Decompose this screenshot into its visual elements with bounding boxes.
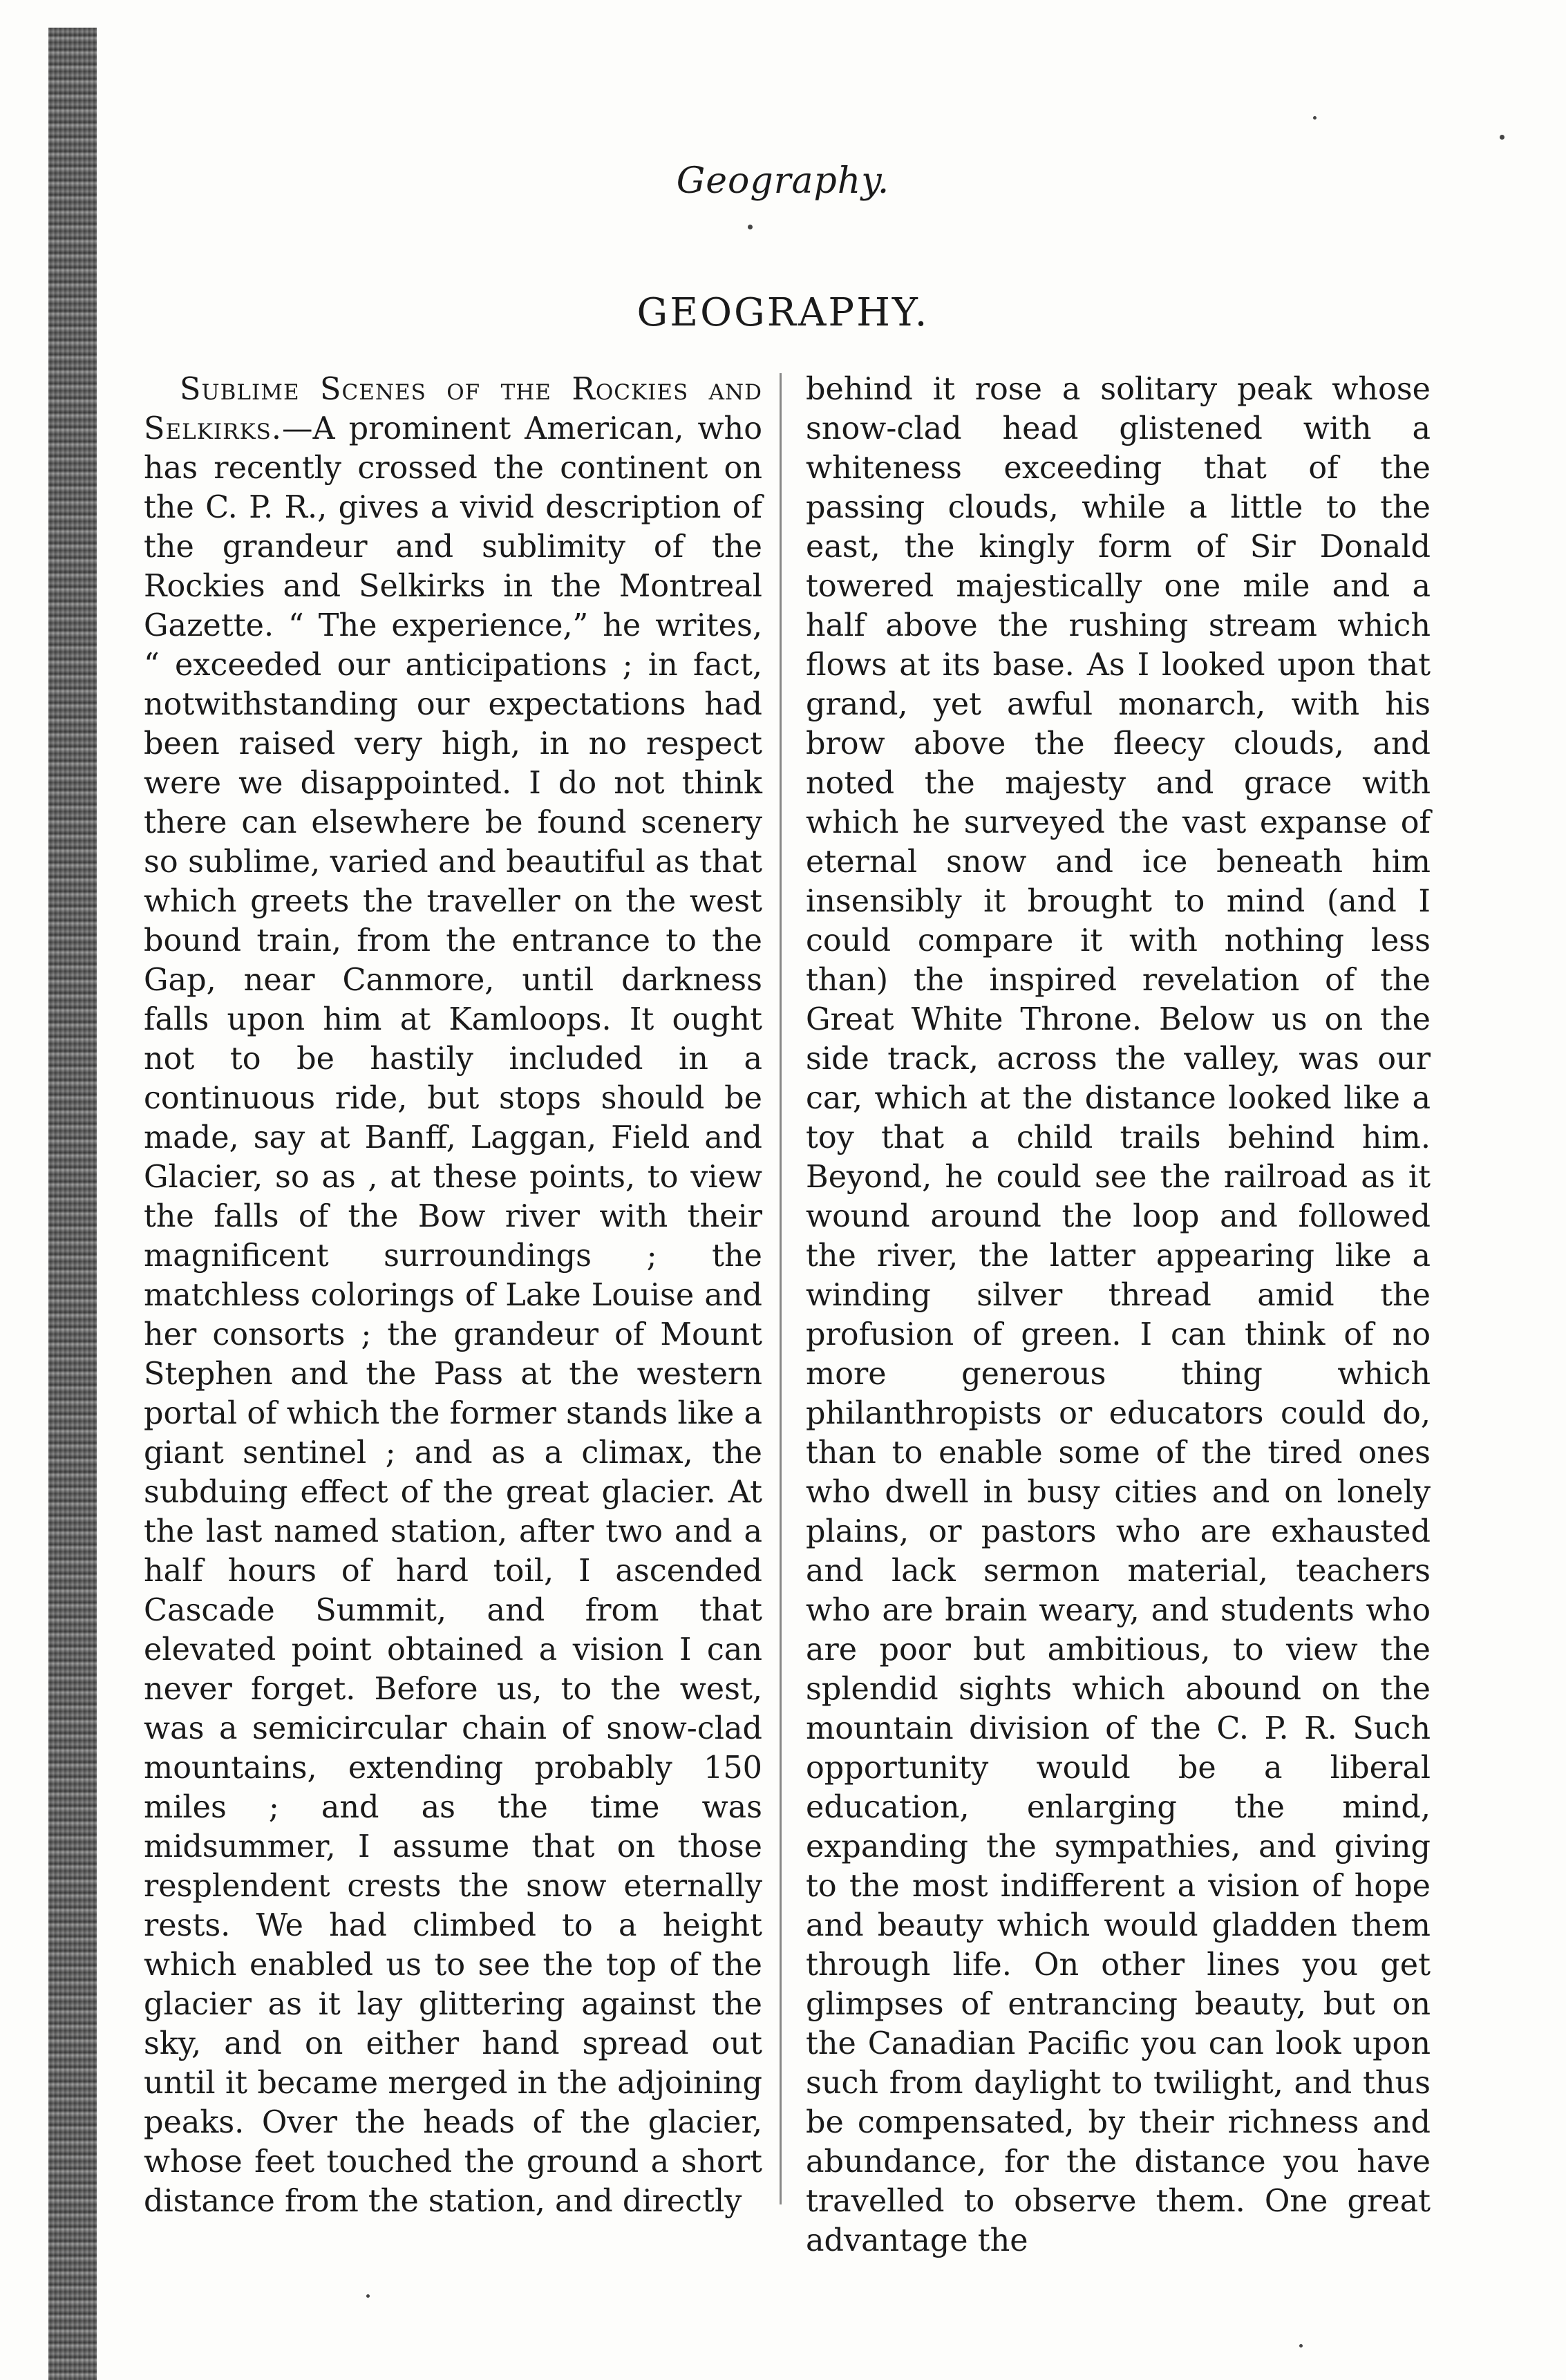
right-column [806, 370, 1431, 2260]
article-lead-in: Sublime Scenes of the Rockies and Selkirks. [144, 372, 762, 446]
scan-speck [366, 2294, 370, 2298]
left-column [144, 370, 762, 2221]
column-divider [780, 373, 782, 2204]
book-binding-edge [48, 28, 97, 2380]
scan-speck [748, 225, 753, 229]
left-column-text: —A prominent American, who has recently crossed the continent on the C. P. R., gives a vivid description of the grandeur and sublimity of the Rockies and Selkirks in the Montreal Gazette. “ The experience,” he writes, “ exceeded our anticipations ; in fact, notwithstanding our expectations had been raised very high, in no respect were we disappointed. I do not think there can elsewhere be found scenery so sublime, varied and beautiful as that which greets the traveller on the west bound train, from the entrance to the Gap, near Canmore, until darkness falls upon him at Kamloops. It ought not to be hastily included in a continuous ride, but stops should be made, say at Banff, Laggan, Field and Glacier, so as , at these points, to view the falls of the Bow river with their magnificent surroundings ; the matchless colorings of Lake Louise and her consorts ; the grandeur of Mount Stephen and the Pass at the western portal of which the former stands like a giant sentinel ; and as a climax, the subduing effect of the great glacier. At the last named station, after two and a half hours of hard toil, I ascended Cascade Summit, and from that elevated point obtained a vision I can never forget. Before us, to the west, was a semicircular chain of snow-clad mountains, extending probably 150 miles ; and as the time was midsummer, I assume that on those resplendent crests the snow eternally rests. We had climbed to a height which enabled us to see the top of the glacier as it lay glittering against the sky, and on either hand spread out until it became merged in the adjoining peaks. Over the heads of the glacier, whose feet touched the ground a short distance from the station, and directly [144, 411, 762, 2219]
scan-speck [1313, 116, 1317, 120]
section-title: GEOGRAPHY. [636, 290, 930, 335]
right-column-text: behind it rose a solitary peak whose snow-clad head glistened with a whiteness exceeding that of the passing clouds, while a little to the east, the kingly form of Sir Donald towered majestically one mile and a half above the rushing stream which flows at its base. As I looked upon that grand, yet awful monarch, with his brow above the fleecy clouds, and noted the majesty and grace with which he surveyed the vast expanse of eternal snow and ice beneath him insensibly it brought to mind (and I could compare it with nothing less than) the inspired revelation of the Great White Throne. Below us on the side track, across the valley, was our car, which at the distance looked like a toy that a child trails behind him. Beyond, he could see the railroad as it wound around the loop and followed the river, the latter appearing like a winding silver thread amid the profusion of green. I can think of no more generous thing which philanthropists or educators could do, than to enable some of the tired ones who dwell in busy cities and on lonely plains, or pastors who are exhausted and lack sermon material, teachers who are brain weary, and students who are poor but ambitious, to view the splendid sights which abound on the mountain division of the C. P. R. Such opportunity would be a liberal education, enlarging the mind, expanding the sympathies, and giving to the most indifferent a vision of hope and beauty which would gladden them through life. On other lines you get glimpses of entrancing beauty, but on the Canadian Pacific you can look upon such from daylight to twilight, and thus be compensated, by their richness and abundance, for the distance you have travelled to observe them. One great advantage the [806, 372, 1431, 2258]
running-head: Geography. [676, 160, 890, 202]
scan-speck [1299, 2344, 1303, 2348]
scan-speck [1500, 135, 1504, 140]
